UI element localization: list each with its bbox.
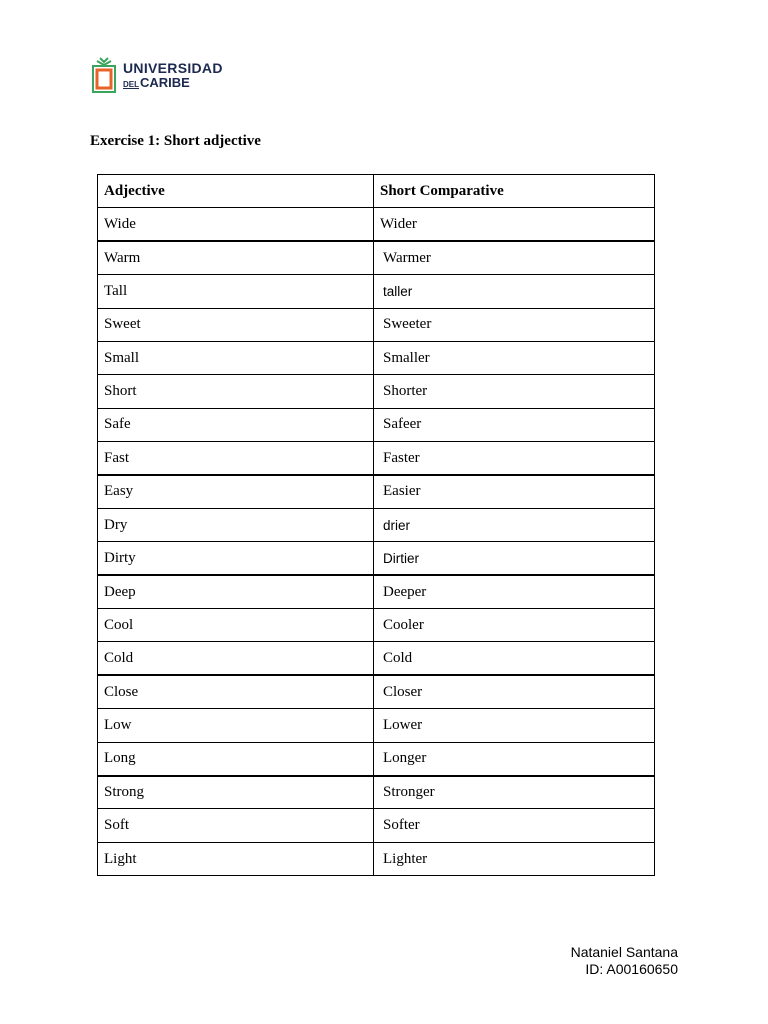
table-row [98,742,655,775]
table-row [98,542,655,575]
adjective-cell: Dry [98,508,374,541]
table-header-row [98,175,655,208]
adjective-cell: Safe [98,408,374,441]
comparative-cell: Warmer [374,241,655,274]
logo-line-universidad: UNIVERSIDAD [123,60,223,76]
adjective-cell: Short [98,375,374,408]
adjective-cell: Small [98,341,374,374]
adjective-table [97,174,655,876]
comparative-cell: Softer [374,809,655,842]
author-id: ID: A00160650 [585,961,678,977]
adjective-cell: Fast [98,442,374,475]
table-row [98,675,655,708]
column-header-adjective: Adjective [98,175,374,208]
table-row [98,408,655,441]
comparative-cell: Stronger [374,776,655,809]
table-row [98,375,655,408]
adjective-cell: Warm [98,241,374,274]
comparative-cell: Wider [374,208,655,241]
table-row [98,241,655,274]
table-row [98,709,655,742]
table-row [98,442,655,475]
comparative-cell: Closer [374,675,655,708]
comparative-cell: taller [374,275,655,308]
adjective-cell: Deep [98,575,374,608]
comparative-cell: Sweeter [374,308,655,341]
logo-line-caribe [123,76,223,89]
table-row [98,475,655,508]
logo-wordmark [123,57,223,89]
adjective-cell: Dirty [98,542,374,575]
comparative-cell: Cooler [374,609,655,642]
comparative-cell: Cold [374,642,655,675]
table-row [98,575,655,608]
exercise-title: Exercise 1: Short adjective [90,133,261,149]
author-name: Nataniel Santana [570,944,678,960]
comparative-cell: Smaller [374,341,655,374]
table-row [98,642,655,675]
adjective-cell: Sweet [98,308,374,341]
comparative-cell: Lighter [374,842,655,875]
table-row [98,809,655,842]
adjective-cell: Light [98,842,374,875]
adjective-cell: Long [98,742,374,775]
logo-del: DEL [123,80,139,89]
adjective-cell: Cool [98,609,374,642]
comparative-cell: Deeper [374,575,655,608]
comparative-cell: Safeer [374,408,655,441]
column-header-short-comparative: Short Comparative [374,175,655,208]
table-row [98,842,655,875]
university-emblem-icon [91,52,117,94]
adjective-cell: Close [98,675,374,708]
comparative-cell: Shorter [374,375,655,408]
comparative-cell: Lower [374,709,655,742]
adjective-cell: Strong [98,776,374,809]
table-row [98,341,655,374]
adjective-cell: Low [98,709,374,742]
comparative-cell: Longer [374,742,655,775]
adjective-cell: Tall [98,275,374,308]
author-signature-block [571,944,678,978]
table-row [98,275,655,308]
comparative-cell: Faster [374,442,655,475]
table-row [98,609,655,642]
comparative-cell: Easier [374,475,655,508]
adjective-cell: Soft [98,809,374,842]
comparative-cell: Dirtier [374,542,655,575]
adjective-cell: Cold [98,642,374,675]
logo-caribe: CARIBE [140,75,190,90]
table-row [98,308,655,341]
comparative-cell: drier [374,508,655,541]
university-logo [91,52,223,94]
adjective-cell: Wide [98,208,374,241]
table-row [98,208,655,241]
table-row [98,508,655,541]
adjective-cell: Easy [98,475,374,508]
table-row [98,776,655,809]
